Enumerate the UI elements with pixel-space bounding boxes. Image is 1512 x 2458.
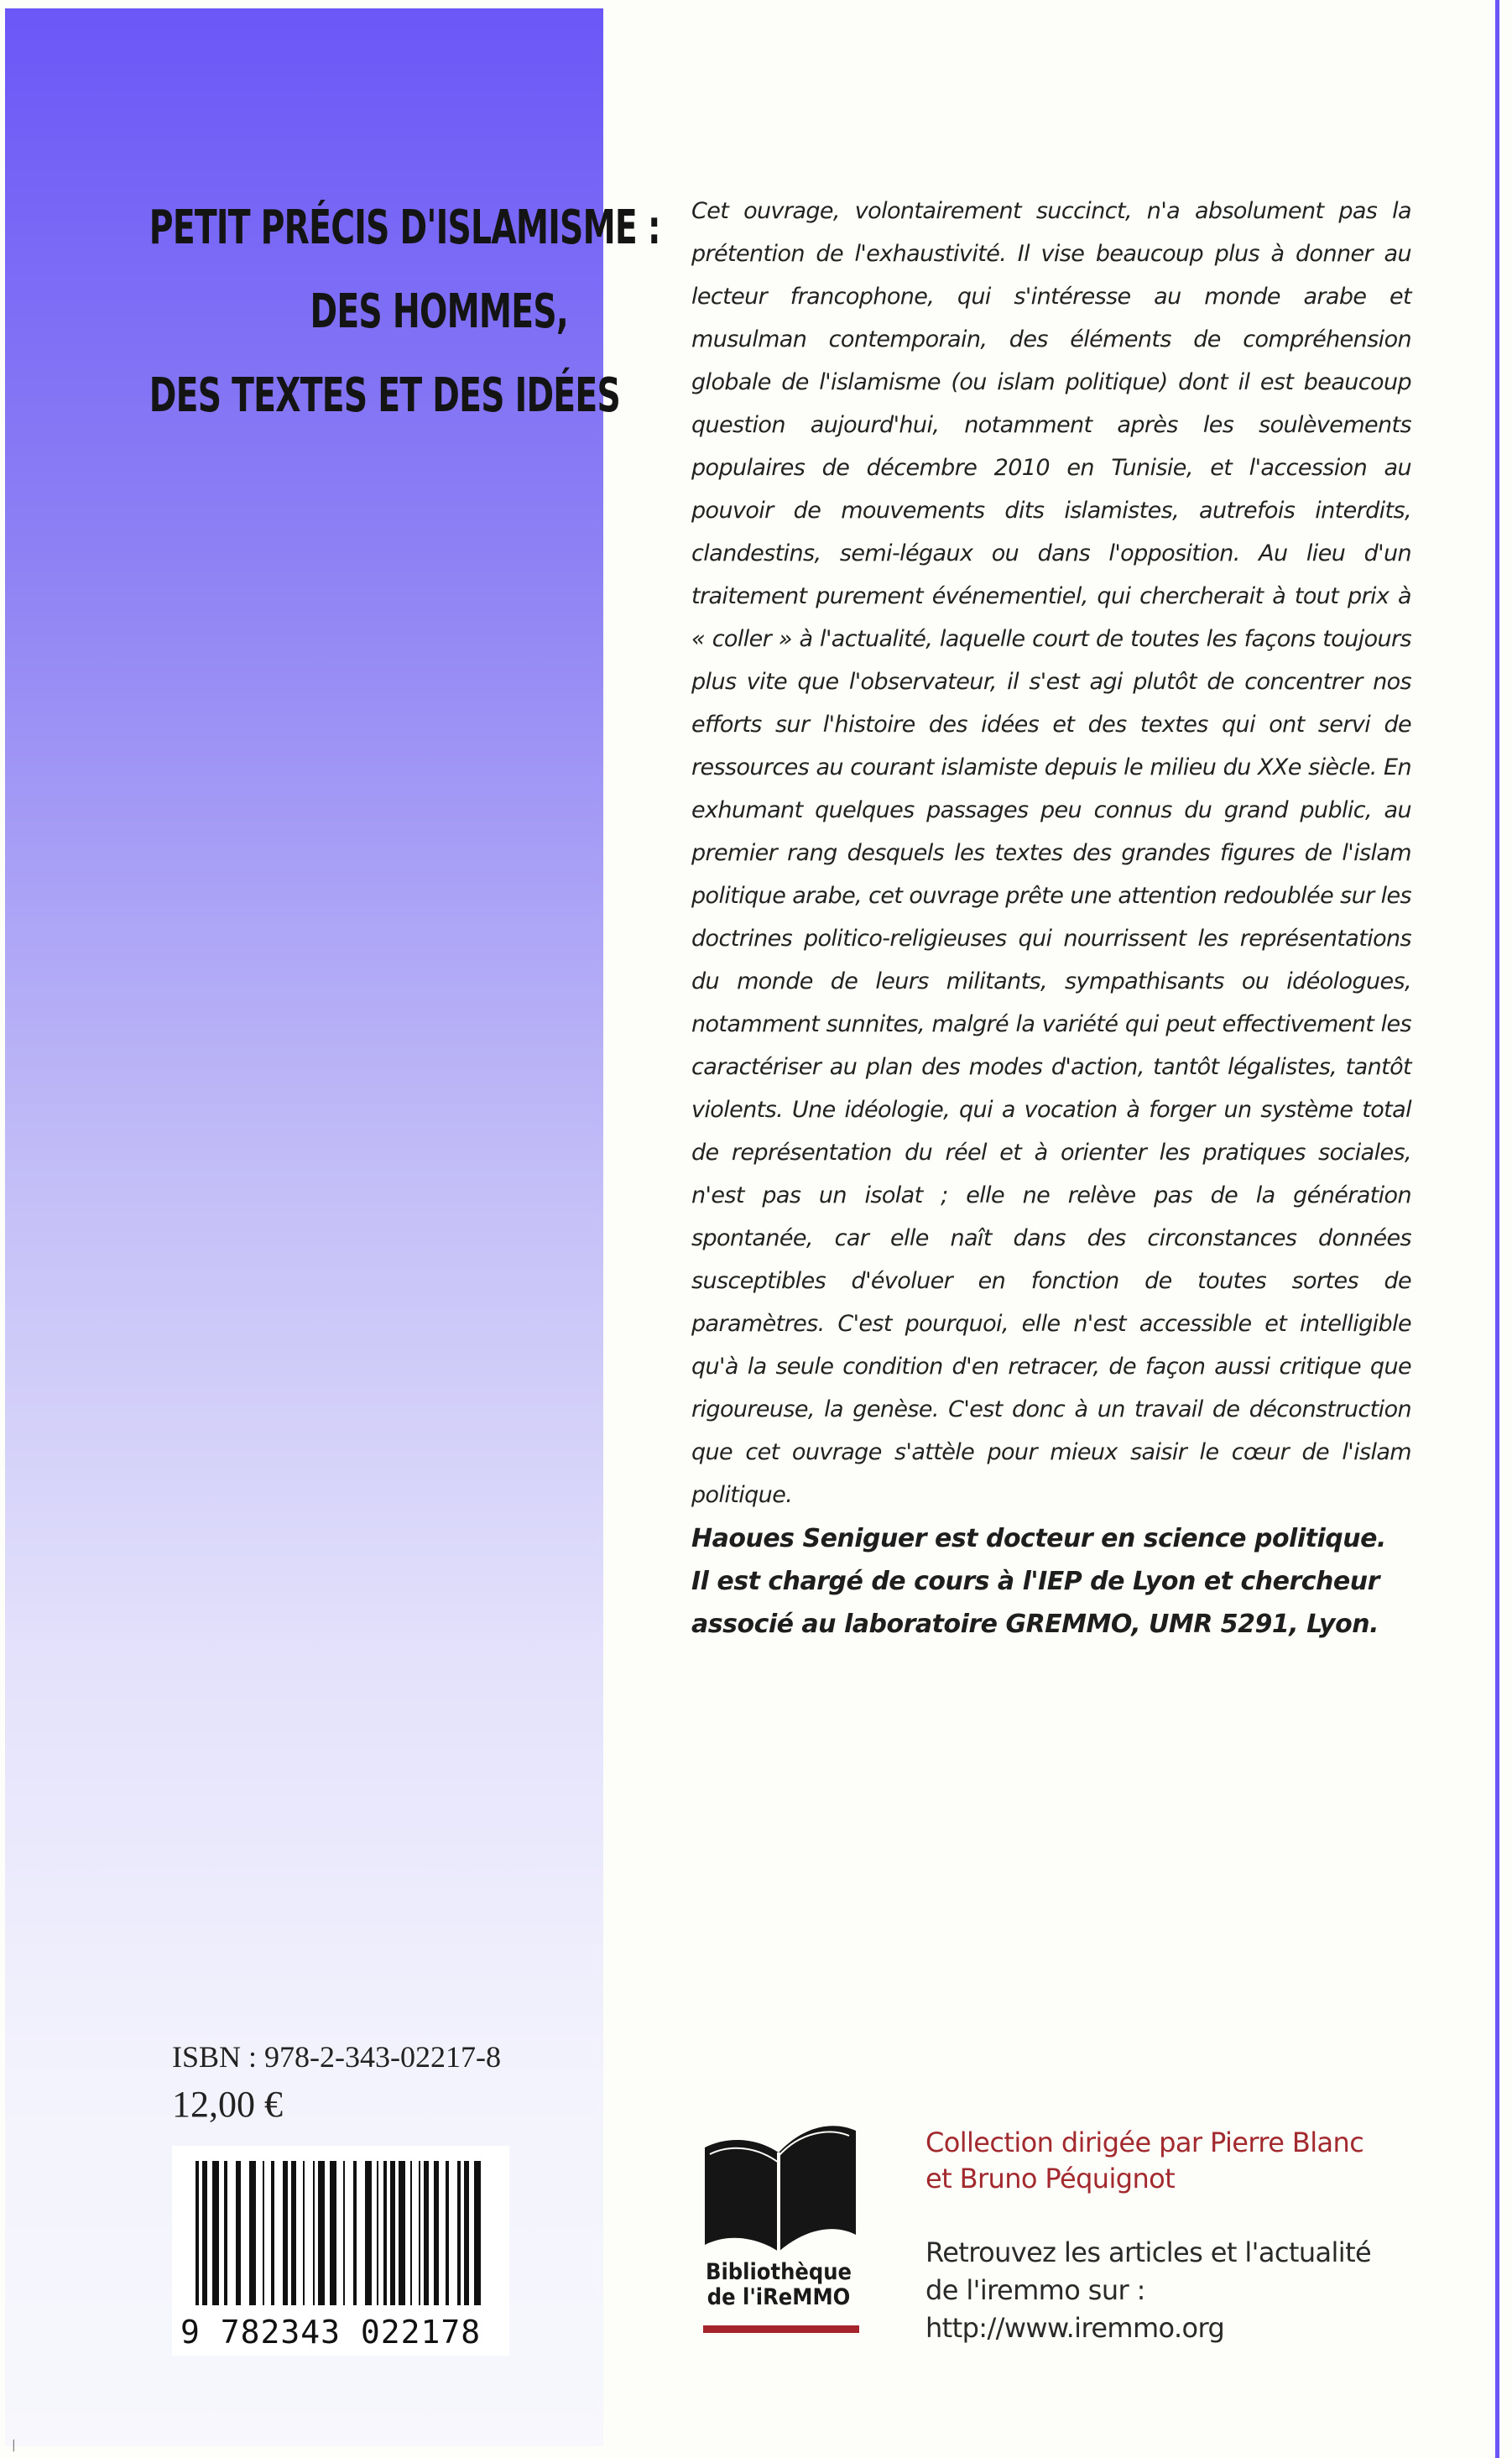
barcode-bar [224, 2161, 227, 2305]
barcode-bar [464, 2161, 469, 2305]
author-bio-line-2: Il est chargé de cours à l'IEP de Lyon et chercheur [691, 1567, 1379, 1596]
barcode-bar [212, 2161, 219, 2305]
title-line-1: PETIT PRÉCIS D'ISLAMISME : [149, 201, 660, 255]
barcode-bar [410, 2161, 412, 2305]
logo-text [695, 2260, 863, 2310]
retrouvez-line-2: de l'iremmo sur : [925, 2274, 1145, 2306]
barcode-bar [303, 2161, 305, 2305]
barcode-bar [390, 2161, 395, 2305]
barcode-bar [446, 2161, 449, 2305]
author-bio [691, 1517, 1430, 1646]
collection-line-2: et Bruno Péquignot [925, 2163, 1176, 2194]
barcode-bar [236, 2161, 241, 2305]
barcode-bar [249, 2161, 256, 2305]
website-link[interactable]: http://www.iremmo.org [925, 2312, 1225, 2344]
barcode-bar [457, 2161, 461, 2305]
logo-line-2: de l'iReMMO [706, 2284, 851, 2310]
barcode-bar [399, 2161, 405, 2305]
barcode-bar [313, 2161, 315, 2305]
barcode-digits: 9 782343 022178 [180, 2314, 482, 2351]
barcode-bar [474, 2161, 481, 2305]
barcode-bar [196, 2161, 199, 2305]
barcode-bar [377, 2161, 378, 2305]
logo-line-1: Bibliothèque [705, 2259, 852, 2285]
book-summary: Cet ouvrage, volontairement succinct, n'a absolument pas la prétention de l'exhaustivité. Il vise beaucoup plus à donner au lecteur francophone, qui s'intéresse au monde arabe et musulman contemporain, des éléments de compréhension globale de l'islamisme (ou islam politique) dont il est beaucoup question aujourd'hui, notamment après les soulèvements populaires de décembre 2010 en Tunisie, et l'accession au pouvoir de mouvements dits islamistes, autrefois interdits, clandestins, semi-légaux ou dans l'opposition. Au lieu d'un traitement purement événementiel, qui chercherait à tout prix à « coller » à l'actualité, laquelle court de toutes les façons toujours plus vite que l'observateur, il s'est agi plutôt de concentrer nos efforts sur l'histoire des idées et des textes qui ont servi de ressources au courant islamiste depuis le milieu du XXe siècle. En exhumant quelques passages peu connus du grand public, au premier rang desquels les textes des grandes figures de l'islam politique arabe, cet ouvrage prête une attention redoublée sur les doctrines politico-religieuses qui nourrissent les représentations du monde de leurs militants, sympathisants ou idéologues, notamment sunnites, malgré la variété qui peut effectivement les caractériser au plan des modes d'action, tantôt légalistes, tantôt violents. Une idéologie, qui a vocation à forger un système total de représentation du réel et à orienter les pratiques sociales, n'est pas un isolat ; elle ne relève pas de la génération spontanée, car elle naît dans des circonstances données susceptibles d'évoluer en fonction de toutes sortes de paramètres. C'est pourquoi, elle n'est accessible et intelligible qu'à la seule condition d'en retracer, de façon aussi critique que rigoureuse, la genèse. C'est donc à un travail de déconstruction que cet ouvrage s'attèle pour mieux saisir le cœur de l'islam politique. [691, 198, 1411, 1508]
barcode-bar [434, 2161, 439, 2305]
barcode-bar [424, 2161, 429, 2305]
isbn: ISBN : 978-2-343-02217-8 [172, 2040, 501, 2074]
crop-mark: | [12, 2439, 16, 2452]
barcode-bar [291, 2161, 296, 2305]
price: 12,00 € [172, 2084, 283, 2125]
barcode-bar [419, 2161, 420, 2305]
collection-line-1: Collection dirigée par Pierre Blanc [925, 2127, 1364, 2158]
barcode-bar [202, 2161, 207, 2305]
barcode-icon [172, 2146, 509, 2314]
barcode [172, 2146, 509, 2356]
title-line-3: DES TEXTES ET DES IDÉES [149, 368, 620, 423]
retrouvez-line-1: Retrouvez les articles et l'actualité [925, 2236, 1372, 2268]
barcode-bar [271, 2161, 274, 2305]
barcode-bar [365, 2161, 372, 2305]
author-bio-line-3: associé au laboratoire GREMMO, UMR 5291, Lyon. [691, 1610, 1379, 1639]
book-title [149, 186, 660, 438]
collection-credit [925, 2125, 1479, 2197]
barcode-bar [353, 2161, 357, 2305]
logo-underline [703, 2325, 859, 2333]
right-edge-stripe [1495, 0, 1499, 2458]
barcode-bar [283, 2161, 288, 2305]
title-line-2: DES HOMMES, [310, 284, 568, 339]
barcode-bar [330, 2161, 336, 2305]
open-book-icon [695, 2119, 863, 2257]
barcode-bar [263, 2161, 264, 2305]
barcode-bar [343, 2161, 345, 2305]
barcode-bar [318, 2161, 325, 2305]
website-info [925, 2234, 1479, 2347]
author-bio-line-1: Haoues Seniguer est docteur en science politique. [691, 1524, 1386, 1553]
barcode-bar [383, 2161, 387, 2305]
publisher-logo [695, 2119, 863, 2346]
